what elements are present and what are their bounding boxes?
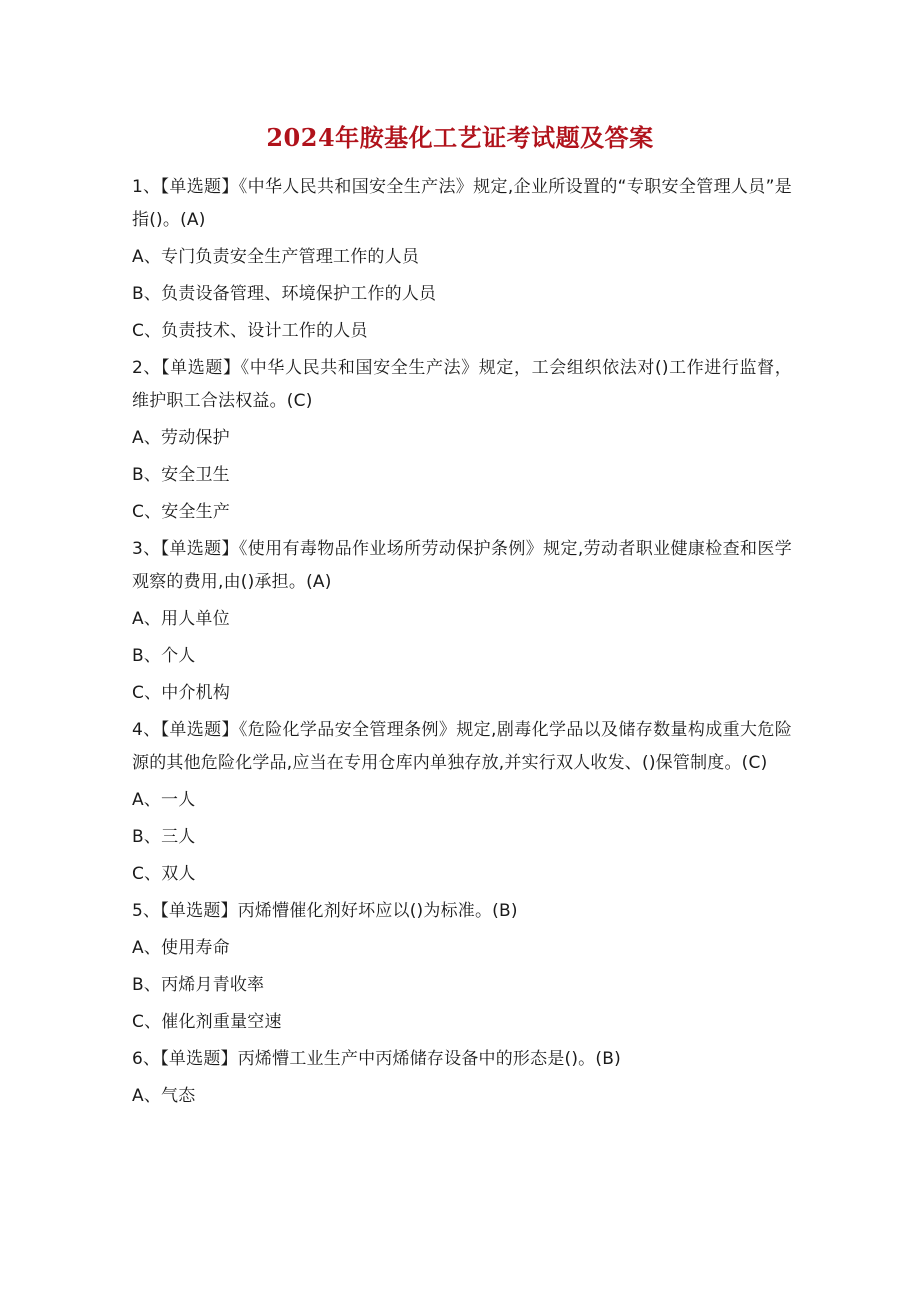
question-4 xyxy=(132,714,792,891)
option-a: A、专门负责安全生产管理工作的人员 xyxy=(132,247,420,267)
option-b: B、三人 xyxy=(132,827,196,847)
option-b: B、负责设备管理、环境保护工作的人员 xyxy=(132,284,437,304)
question-stem: 5、【单选题】丙烯懵催化剂好坏应以()为标准。(B) xyxy=(132,901,518,921)
option-a: A、用人单位 xyxy=(132,609,230,629)
question-3 xyxy=(132,533,792,710)
option-a: A、使用寿命 xyxy=(132,938,230,958)
option-c: C、中介机构 xyxy=(132,683,231,703)
question-stem: 4、【单选题】《危险化学品安全管理条例》规定,剧毒化学品以及储存数量构成重大危险源的其他危险化学品,应当在专用仓库内单独存放,并实行双人收发、()保管制度。(C) xyxy=(132,720,792,773)
question-6 xyxy=(132,1043,792,1113)
question-1 xyxy=(132,171,792,348)
option-c: C、负责技术、设计工作的人员 xyxy=(132,321,368,341)
question-stem: 2、【单选题】《中华人民共和国安全生产法》规定，工会组织依法对()工作进行监督，维护职工合法权益。(C) xyxy=(132,358,792,411)
option-c: C、双人 xyxy=(132,864,196,884)
question-2 xyxy=(132,352,792,529)
document-title: 2024年胺基化工艺证考试题及答案 xyxy=(266,123,654,152)
question-list xyxy=(132,171,792,1117)
question-5 xyxy=(132,895,792,1039)
option-c: C、催化剂重量空速 xyxy=(132,1012,282,1032)
question-stem: 6、【单选题】丙烯懵工业生产中丙烯储存设备中的形态是()。(B) xyxy=(132,1049,621,1069)
option-a: A、气态 xyxy=(132,1086,196,1106)
option-a: A、一人 xyxy=(132,790,196,810)
option-b: B、个人 xyxy=(132,646,196,666)
question-stem: 1、【单选题】《中华人民共和国安全生产法》规定,企业所设置的“专职安全管理人员”是指()。(A) xyxy=(132,177,792,230)
option-c: C、安全生产 xyxy=(132,502,231,522)
option-a: A、劳动保护 xyxy=(132,428,230,448)
option-b: B、安全卫生 xyxy=(132,465,230,485)
question-stem: 3、【单选题】《使用有毒物品作业场所劳动保护条例》规定,劳动者职业健康检查和医学观察的费用,由()承担。(A) xyxy=(132,539,792,592)
option-b: B、丙烯月青收率 xyxy=(132,975,265,995)
